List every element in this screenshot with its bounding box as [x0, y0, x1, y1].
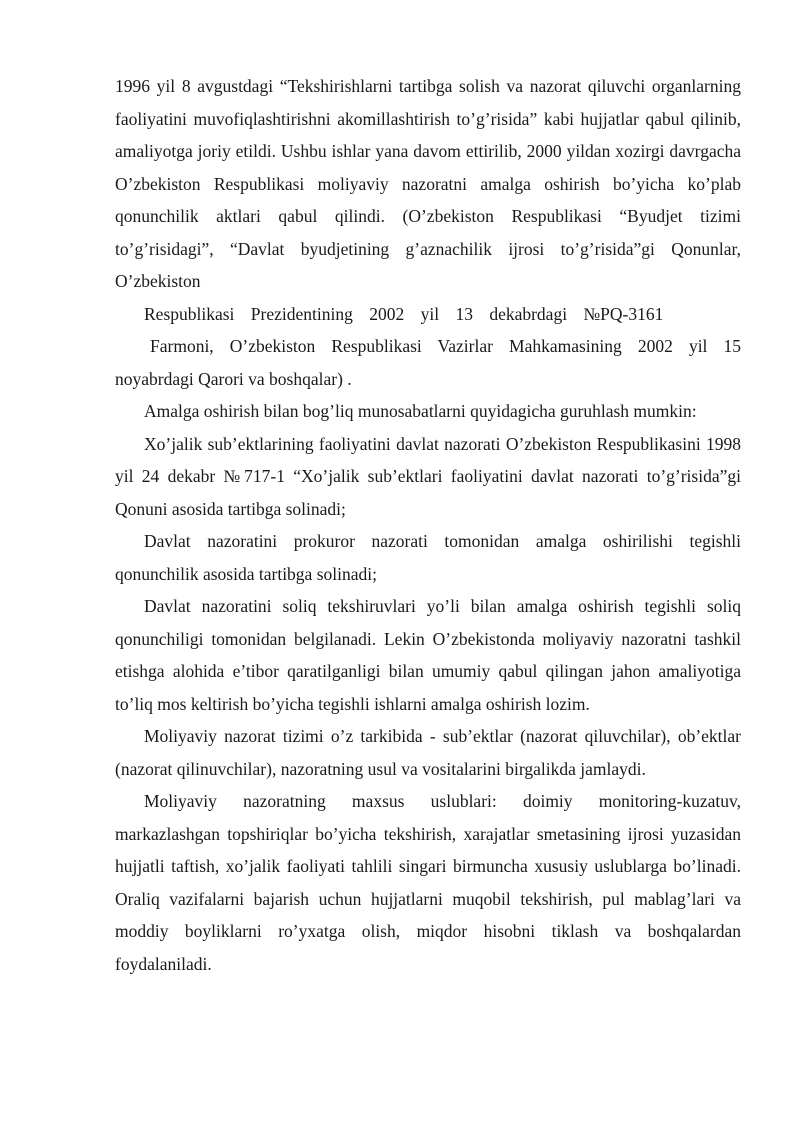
document-page	[115, 70, 741, 980]
paragraph-7: Davlat nazoratini soliq tekshiruvlari yo’li bilan amalga oshirish tegishli soliq qonunchiligi tomonidan belgilanadi. Lekin O’zbekistonda moliyaviy nazoratni tashkil etishga alohida e’tibor qaratilganligi bilan umumiy qabul qilingan jahon amaliyotiga to’liq mos keltirish bo’yicha tegishli ishlarni amalga oshirish lozim.	[115, 596, 741, 714]
paragraph-6: Davlat nazoratini prokuror nazorati tomonidan amalga oshirilishi tegishli qonunchilik asosida tartibga solinadi;	[115, 531, 741, 584]
paragraph-5: Xo’jalik sub’ektlarining faoliyatini davlat nazorati O’zbekiston Respublikasini 1998 yil 24 dekabr №717-1 “Xo’jalik sub’ektlari faoliyatini davlat nazorati to’g’risida”gi Qonuni asosida tartibga solinadi;	[115, 433, 741, 519]
paragraph-2: Respublikasi Prezidentining 2002 yil 13 dekabrdagi №PQ-3161	[144, 303, 664, 324]
paragraph-3: Farmoni, O’zbekiston Respublikasi Vazirlar Mahkamasining 2002 yil 15 noyabrdagi Qarori va boshqalar) .	[115, 336, 741, 389]
paragraph-8: Moliyaviy nazorat tizimi o’z tarkibida - sub’ektlar (nazorat qiluvchilar), ob’ektlar (nazorat qilinuvchilar), nazoratning usul va vositalarini birgalikda jamlaydi.	[115, 726, 741, 779]
paragraph-9: Moliyaviy nazoratning maxsus uslublari: doimiy monitoring-kuzatuv, markazlashgan topshiriqlar bo’yicha tekshirish, xarajatlar smetasining ijrosi yuzasidan hujjatli taftish, xo’jalik faoliyati tahlili singari birmuncha xususiy uslublarga bo’linadi. Oraliq vazifalarni bajarish uchun hujjatlarni muqobil tekshirish, pul mablag’lari va moddiy boyliklarni ro’yxatga olish, miqdor hisobni tiklash va boshqalardan foydalaniladi.	[115, 791, 741, 974]
paragraph-4: Amalga oshirish bilan bog’liq munosabatlarni quyidagicha guruhlash mumkin:	[144, 401, 697, 421]
paragraph-1: 1996 yil 8 avgustdagi “Tekshirishlarni tartibga solish va nazorat qiluvchi organlarning faoliyatini muvofiqlashtirishni akomillashtirish to’g’risida” kabi hujjatlar qabul qilinib, amaliyotga joriy etildi. Ushbu ishlar yana davom ettirilib, 2000 yildan xozirgi davrgacha O’zbekiston Respublikasi moliyaviy nazoratni amalga oshirish bo’yicha ko’plab qonunchilik aktlari qabul qilindi. (O’zbekiston Respublikasi “Byudjet tizimi to’g’risidagi”, “Davlat byudjetining g’aznachilik ijrosi to’g’risida”gi Qonunlar, O’zbekiston	[115, 76, 741, 291]
